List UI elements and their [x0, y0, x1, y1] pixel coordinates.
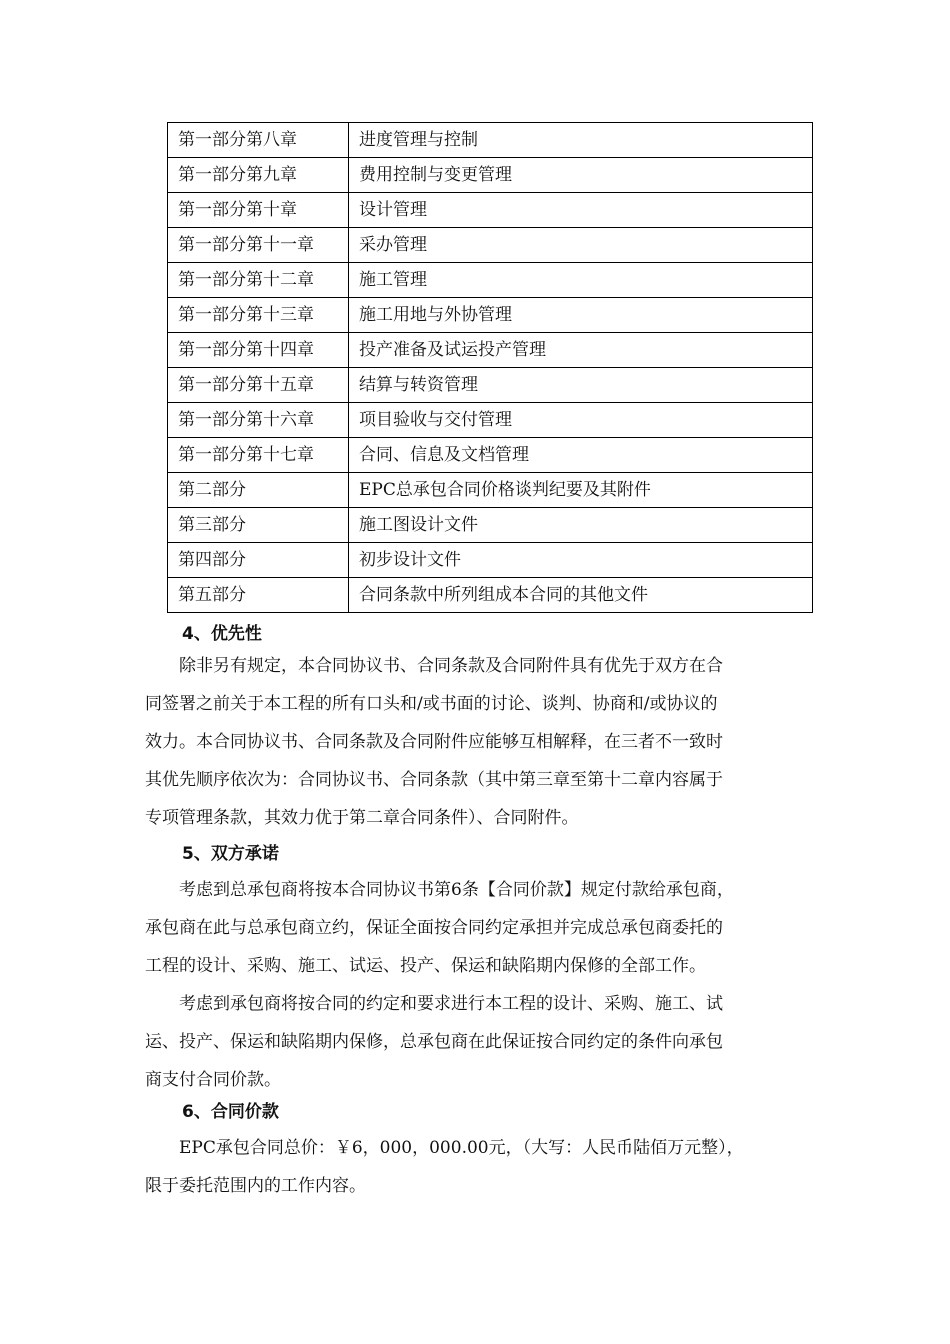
table-cell-part: 第五部分	[168, 578, 349, 613]
table-row	[168, 508, 813, 543]
table-cell-title: 结算与转资管理	[349, 368, 813, 403]
paragraph-line: EPC承包合同总价：￥6，000，000.00元，（大写：人民币陆佰万元整），	[145, 1138, 744, 1158]
table-row	[168, 578, 813, 613]
table-row	[168, 473, 813, 508]
table-cell-title: 投产准备及试运投产管理	[349, 333, 813, 368]
table-row	[168, 263, 813, 298]
table-cell-title: 初步设计文件	[349, 543, 813, 578]
table-cell-part: 第二部分	[168, 473, 349, 508]
table-row	[168, 403, 813, 438]
table-cell-title: 合同、信息及文档管理	[349, 438, 813, 473]
table-cell-part: 第一部分第八章	[168, 123, 349, 158]
paragraph-line: 承包商在此与总承包商立约，保证全面按合同约定承担并完成总承包商委托的	[145, 918, 723, 938]
table-cell-part: 第一部分第九章	[168, 158, 349, 193]
section-heading-priority: 4、优先性	[182, 624, 262, 644]
table-cell-title: 施工用地与外协管理	[349, 298, 813, 333]
paragraph-line: 同签署之前关于本工程的所有口头和/或书面的讨论、谈判、协商和/或协议的	[145, 694, 718, 714]
table-cell-part: 第一部分第十四章	[168, 333, 349, 368]
table-row	[168, 193, 813, 228]
paragraph-line: 工程的设计、采购、施工、试运、投产、保运和缺陷期内保修的全部工作。	[145, 956, 706, 976]
table-cell-title: 施工图设计文件	[349, 508, 813, 543]
paragraph-line: 考虑到总承包商将按本合同协议书第6条【合同价款】规定付款给承包商，	[145, 880, 734, 900]
section-heading-contract-price: 6、合同价款	[182, 1102, 279, 1122]
paragraph-line: 商支付合同价款。	[145, 1070, 281, 1090]
table-cell-title: EPC总承包合同价格谈判纪要及其附件	[349, 473, 813, 508]
table-row	[168, 158, 813, 193]
table-row	[168, 333, 813, 368]
table-cell-part: 第三部分	[168, 508, 349, 543]
table-cell-part: 第一部分第十三章	[168, 298, 349, 333]
table-cell-title: 合同条款中所列组成本合同的其他文件	[349, 578, 813, 613]
table-cell-title: 采办管理	[349, 228, 813, 263]
paragraph-line: 除非另有规定，本合同协议书、合同条款及合同附件具有优先于双方在合	[145, 656, 723, 676]
table-cell-title: 施工管理	[349, 263, 813, 298]
table-cell-part: 第一部分第十章	[168, 193, 349, 228]
table-cell-title: 设计管理	[349, 193, 813, 228]
table-cell-part: 第四部分	[168, 543, 349, 578]
section-heading-commitments: 5、双方承诺	[182, 844, 279, 864]
table-row	[168, 543, 813, 578]
table-row	[168, 123, 813, 158]
paragraph-line: 专项管理条款，其效力优于第二章合同条件）、合同附件。	[145, 808, 579, 828]
table-cell-part: 第一部分第十七章	[168, 438, 349, 473]
table-cell-title: 进度管理与控制	[349, 123, 813, 158]
paragraph-line: 考虑到承包商将按合同的约定和要求进行本工程的设计、采购、施工、试	[145, 994, 723, 1014]
table-row	[168, 298, 813, 333]
table-cell-title: 费用控制与变更管理	[349, 158, 813, 193]
paragraph-line: 运、投产、保运和缺陷期内保修，总承包商在此保证按合同约定的条件向承包	[145, 1032, 723, 1052]
table-cell-title: 项目验收与交付管理	[349, 403, 813, 438]
table-row	[168, 438, 813, 473]
table-body	[168, 123, 813, 613]
table-cell-part: 第一部分第十五章	[168, 368, 349, 403]
paragraph-line: 效力。本合同协议书、合同条款及合同附件应能够互相解释，在三者不一致时	[145, 732, 723, 752]
contract-composition-table	[167, 122, 813, 613]
paragraph-line: 其优先顺序依次为：合同协议书、合同条款（其中第三章至第十二章内容属于	[145, 770, 723, 790]
table-cell-part: 第一部分第十二章	[168, 263, 349, 298]
table-cell-part: 第一部分第十一章	[168, 228, 349, 263]
table-cell-part: 第一部分第十六章	[168, 403, 349, 438]
paragraph-line: 限于委托范围内的工作内容。	[145, 1176, 366, 1196]
table-row	[168, 368, 813, 403]
table-row	[168, 228, 813, 263]
